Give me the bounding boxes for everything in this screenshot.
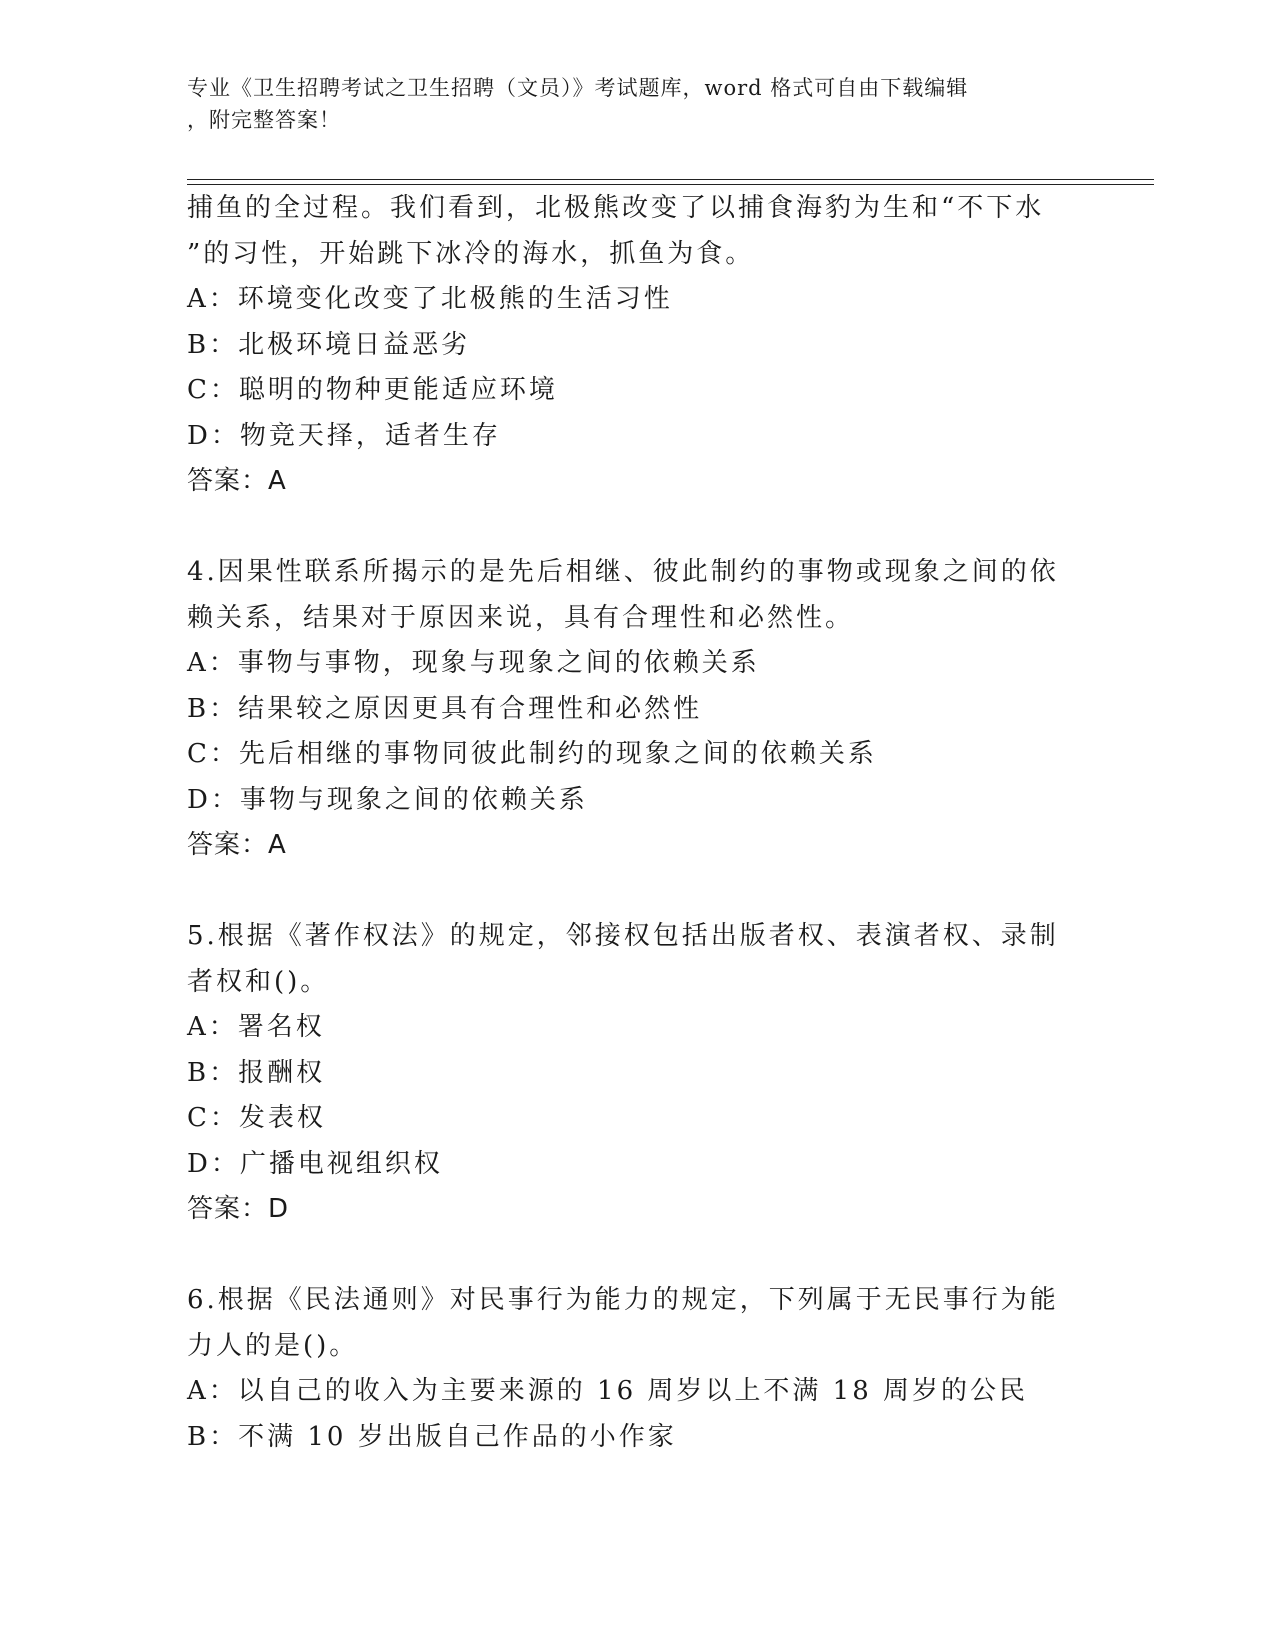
question-stem-line: 力人的是()。 — [187, 1330, 359, 1361]
header-line-1: 专业《卫生招聘考试之卫生招聘（文员）》考试题库，word 格式可自由下载编辑 — [187, 76, 969, 100]
question-3 — [187, 186, 1067, 505]
option-b: B：北极环境日益恶劣 — [187, 329, 471, 360]
option-b: B：不满 10 岁出版自己作品的小作家 — [187, 1421, 677, 1452]
question-stem-line: 5.根据《著作权法》的规定，邻接权包括出版者权、表演者权、录制 — [187, 921, 1059, 951]
option-a: A：环境变化改变了北极熊的生活习性 — [187, 284, 673, 314]
spacer — [187, 505, 1067, 551]
header-rule-bottom — [187, 184, 1154, 185]
option-c: C：发表权 — [187, 1103, 326, 1133]
question-6 — [187, 1278, 1067, 1460]
answer: 答案：A — [187, 830, 287, 860]
option-c: C：聪明的物种更能适应环境 — [187, 375, 558, 405]
spacer — [187, 869, 1067, 915]
option-b: B：报酬权 — [187, 1057, 326, 1088]
question-4 — [187, 550, 1067, 869]
question-stem-line: 4.因果性联系所揭示的是先后相继、彼此制约的事物或现象之间的依 — [187, 557, 1059, 587]
question-list — [187, 186, 1067, 1460]
option-d: D：物竞天择，适者生存 — [187, 420, 501, 451]
option-a: A：事物与事物，现象与现象之间的依赖关系 — [187, 648, 760, 678]
spacer — [187, 1233, 1067, 1279]
header-rule-top — [187, 179, 1154, 180]
header-line-2: ，附完整答案！ — [187, 108, 341, 132]
question-5 — [187, 914, 1067, 1233]
option-a: A：以自己的收入为主要来源的 16 周岁以上不满 18 周岁的公民 — [187, 1376, 1029, 1406]
question-stem-line: 捕鱼的全过程。我们看到，北极熊改变了以捕食海豹为生和“不下水 — [187, 193, 1045, 223]
question-stem-line: 赖关系，结果对于原因来说，具有合理性和必然性。 — [187, 602, 855, 633]
answer: 答案：A — [187, 466, 287, 496]
question-stem-line: 者权和()。 — [187, 966, 330, 997]
option-d: D：事物与现象之间的依赖关系 — [187, 784, 588, 815]
option-b: B：结果较之原因更具有合理性和必然性 — [187, 693, 703, 724]
option-a: A：署名权 — [187, 1012, 325, 1042]
option-c: C：先后相继的事物同彼此制约的现象之间的依赖关系 — [187, 739, 877, 769]
option-d: D：广播电视组织权 — [187, 1148, 443, 1179]
document-header — [187, 72, 1067, 136]
answer: 答案：D — [187, 1194, 290, 1224]
question-stem-line: 6.根据《民法通则》对民事行为能力的规定，下列属于无民事行为能 — [187, 1285, 1059, 1315]
question-stem-line: ”的习性，开始跳下冰冷的海水，抓鱼为食。 — [187, 238, 755, 269]
